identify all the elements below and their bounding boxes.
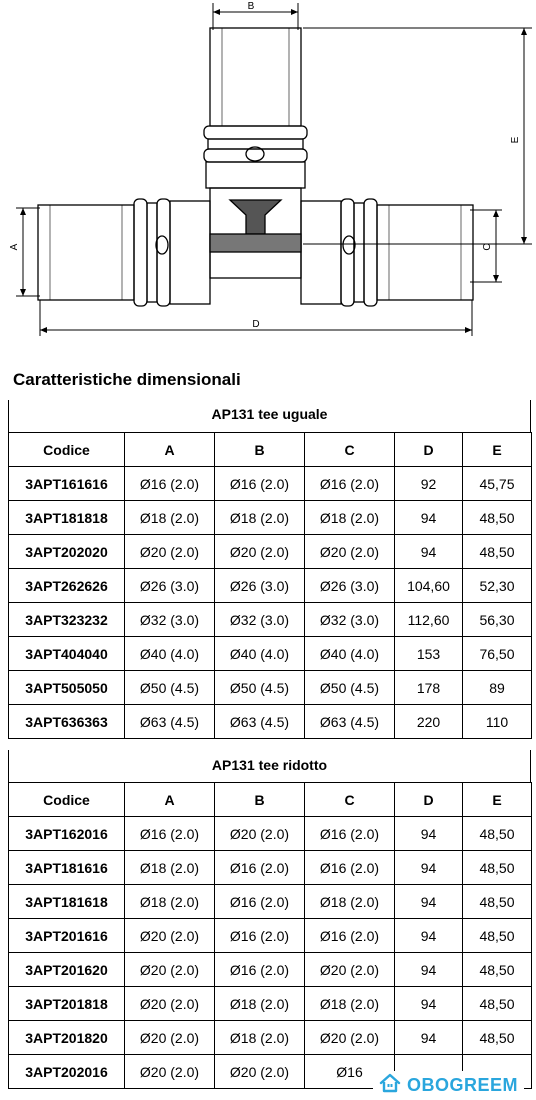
cell-b: Ø16 (2.0): [215, 467, 305, 501]
dim-label-a: A: [9, 243, 20, 251]
cell-codice: 3APT201616: [9, 919, 125, 953]
cell-e: 48,50: [463, 501, 532, 535]
dim-label-c: C: [482, 243, 493, 251]
cell-codice: 3APT201820: [9, 1021, 125, 1055]
cell-b: Ø20 (2.0): [215, 1055, 305, 1089]
cell-a: Ø20 (2.0): [125, 953, 215, 987]
cell-b: Ø63 (4.5): [215, 705, 305, 739]
cell-b: Ø16 (2.0): [215, 953, 305, 987]
cell-a: Ø63 (4.5): [125, 705, 215, 739]
table-row: [9, 851, 532, 885]
tee-fitting-drawing: [0, 0, 536, 350]
cell-codice: 3APT505050: [9, 671, 125, 705]
cell-a: Ø32 (3.0): [125, 603, 215, 637]
cell-b: Ø18 (2.0): [215, 987, 305, 1021]
table-equal-frame: [8, 400, 531, 432]
header-codice: Codice: [9, 783, 125, 817]
cell-codice: 3APT181618: [9, 885, 125, 919]
table-header-row: [9, 433, 532, 467]
cell-e: 48,50: [463, 1021, 532, 1055]
cell-e: 48,50: [463, 919, 532, 953]
header-d: D: [395, 783, 463, 817]
table-reduced: [8, 782, 532, 1089]
cell-d: 94: [395, 953, 463, 987]
table-row: [9, 817, 532, 851]
cell-d: 94: [395, 885, 463, 919]
table-equal-caption: AP131 tee uguale: [211, 406, 328, 422]
table-equal: [8, 432, 532, 739]
cell-a: Ø20 (2.0): [125, 1021, 215, 1055]
cell-codice: 3APT323232: [9, 603, 125, 637]
cell-d: 94: [395, 1021, 463, 1055]
dim-label-e: E: [510, 136, 521, 144]
cell-e: 89: [463, 671, 532, 705]
cell-e: 48,50: [463, 953, 532, 987]
table-row: [9, 1021, 532, 1055]
cell-c: Ø20 (2.0): [305, 535, 395, 569]
cell-b: Ø26 (3.0): [215, 569, 305, 603]
cell-b: Ø18 (2.0): [215, 1021, 305, 1055]
table-reduced-caption: AP131 tee ridotto: [211, 757, 328, 773]
cell-c: Ø32 (3.0): [305, 603, 395, 637]
table-row: [9, 705, 532, 739]
watermark-text: OBOGREEM: [406, 1074, 518, 1095]
header-d: D: [395, 433, 463, 467]
section-title: Caratteristiche dimensionali: [13, 370, 241, 389]
cell-a: Ø16 (2.0): [125, 467, 215, 501]
header-e: E: [463, 783, 532, 817]
cell-a: Ø18 (2.0): [125, 501, 215, 535]
cell-b: Ø20 (2.0): [215, 535, 305, 569]
cell-a: Ø50 (4.5): [125, 671, 215, 705]
cell-b: Ø50 (4.5): [215, 671, 305, 705]
cell-d: 112,60: [395, 603, 463, 637]
table-reduced-frame: [8, 750, 531, 782]
cell-c: Ø16 (2.0): [305, 851, 395, 885]
cell-c: Ø16 (2.0): [305, 919, 395, 953]
cell-e: 45,75: [463, 467, 532, 501]
table-row: [9, 919, 532, 953]
cell-d: 94: [395, 919, 463, 953]
cell-c: Ø26 (3.0): [305, 569, 395, 603]
cell-c: Ø50 (4.5): [305, 671, 395, 705]
cell-d: 94: [395, 501, 463, 535]
cell-d: 94: [395, 535, 463, 569]
cell-e: 56,30: [463, 603, 532, 637]
cell-e: 48,50: [463, 817, 532, 851]
header-b: B: [215, 783, 305, 817]
cell-a: Ø18 (2.0): [125, 851, 215, 885]
cell-a: Ø20 (2.0): [125, 535, 215, 569]
cell-b: Ø16 (2.0): [215, 885, 305, 919]
cell-a: Ø26 (3.0): [125, 569, 215, 603]
header-a: A: [125, 433, 215, 467]
cell-codice: 3APT201620: [9, 953, 125, 987]
cell-e: 48,50: [463, 851, 532, 885]
cell-c: Ø40 (4.0): [305, 637, 395, 671]
watermark: [373, 1071, 524, 1099]
cell-codice: 3APT201818: [9, 987, 125, 1021]
table-row: [9, 501, 532, 535]
table-row: [9, 569, 532, 603]
cell-d: 220: [395, 705, 463, 739]
cell-a: Ø40 (4.0): [125, 637, 215, 671]
cell-a: Ø20 (2.0): [125, 1055, 215, 1089]
cell-c: Ø20 (2.0): [305, 1021, 395, 1055]
cell-codice: 3APT202020: [9, 535, 125, 569]
header-e: E: [463, 433, 532, 467]
cell-e: 48,50: [463, 885, 532, 919]
cell-codice: 3APT162016: [9, 817, 125, 851]
cell-c: Ø16 (2.0): [305, 817, 395, 851]
header-c: C: [305, 433, 395, 467]
cell-b: Ø20 (2.0): [215, 817, 305, 851]
cell-c: Ø18 (2.0): [305, 885, 395, 919]
cell-c: Ø18 (2.0): [305, 501, 395, 535]
header-a: A: [125, 783, 215, 817]
cell-codice: 3APT404040: [9, 637, 125, 671]
cell-a: Ø16 (2.0): [125, 817, 215, 851]
cell-c: Ø20 (2.0): [305, 953, 395, 987]
cell-a: Ø20 (2.0): [125, 987, 215, 1021]
table-row: [9, 953, 532, 987]
table-row: [9, 885, 532, 919]
cell-d: 92: [395, 467, 463, 501]
cell-c: Ø16 (2.0): [305, 467, 395, 501]
cell-d: 94: [395, 817, 463, 851]
cell-b: Ø18 (2.0): [215, 501, 305, 535]
cell-e: 110: [463, 705, 532, 739]
header-codice: Codice: [9, 433, 125, 467]
cell-e: 48,50: [463, 987, 532, 1021]
cell-d: 104,60: [395, 569, 463, 603]
house-icon: [379, 1073, 401, 1098]
cell-b: Ø40 (4.0): [215, 637, 305, 671]
table-row: [9, 535, 532, 569]
cell-e: 76,50: [463, 637, 532, 671]
cell-codice: 3APT161616: [9, 467, 125, 501]
cell-codice: 3APT636363: [9, 705, 125, 739]
cell-c: Ø18 (2.0): [305, 987, 395, 1021]
table-row: [9, 987, 532, 1021]
cell-a: Ø18 (2.0): [125, 885, 215, 919]
cell-b: Ø32 (3.0): [215, 603, 305, 637]
dim-label-d: D: [252, 319, 260, 330]
cell-d: 178: [395, 671, 463, 705]
dim-label-b: B: [247, 1, 255, 12]
table-row: [9, 467, 532, 501]
cell-c: Ø63 (4.5): [305, 705, 395, 739]
table-header-row: [9, 783, 532, 817]
cell-d: 153: [395, 637, 463, 671]
cell-b: Ø16 (2.0): [215, 919, 305, 953]
table-row: [9, 637, 532, 671]
header-c: C: [305, 783, 395, 817]
cell-d: 94: [395, 987, 463, 1021]
table-reduced-body: [9, 817, 532, 1089]
cell-a: Ø20 (2.0): [125, 919, 215, 953]
cell-e: 52,30: [463, 569, 532, 603]
header-b: B: [215, 433, 305, 467]
cell-c: Ø16: [305, 1055, 395, 1089]
table-equal-body: [9, 467, 532, 739]
table-row: [9, 603, 532, 637]
cell-b: Ø16 (2.0): [215, 851, 305, 885]
cell-codice: 3APT181818: [9, 501, 125, 535]
cell-codice: 3APT262626: [9, 569, 125, 603]
table-row: [9, 671, 532, 705]
cell-e: 48,50: [463, 535, 532, 569]
cell-codice: 3APT202016: [9, 1055, 125, 1089]
cell-codice: 3APT181616: [9, 851, 125, 885]
cell-d: 94: [395, 851, 463, 885]
